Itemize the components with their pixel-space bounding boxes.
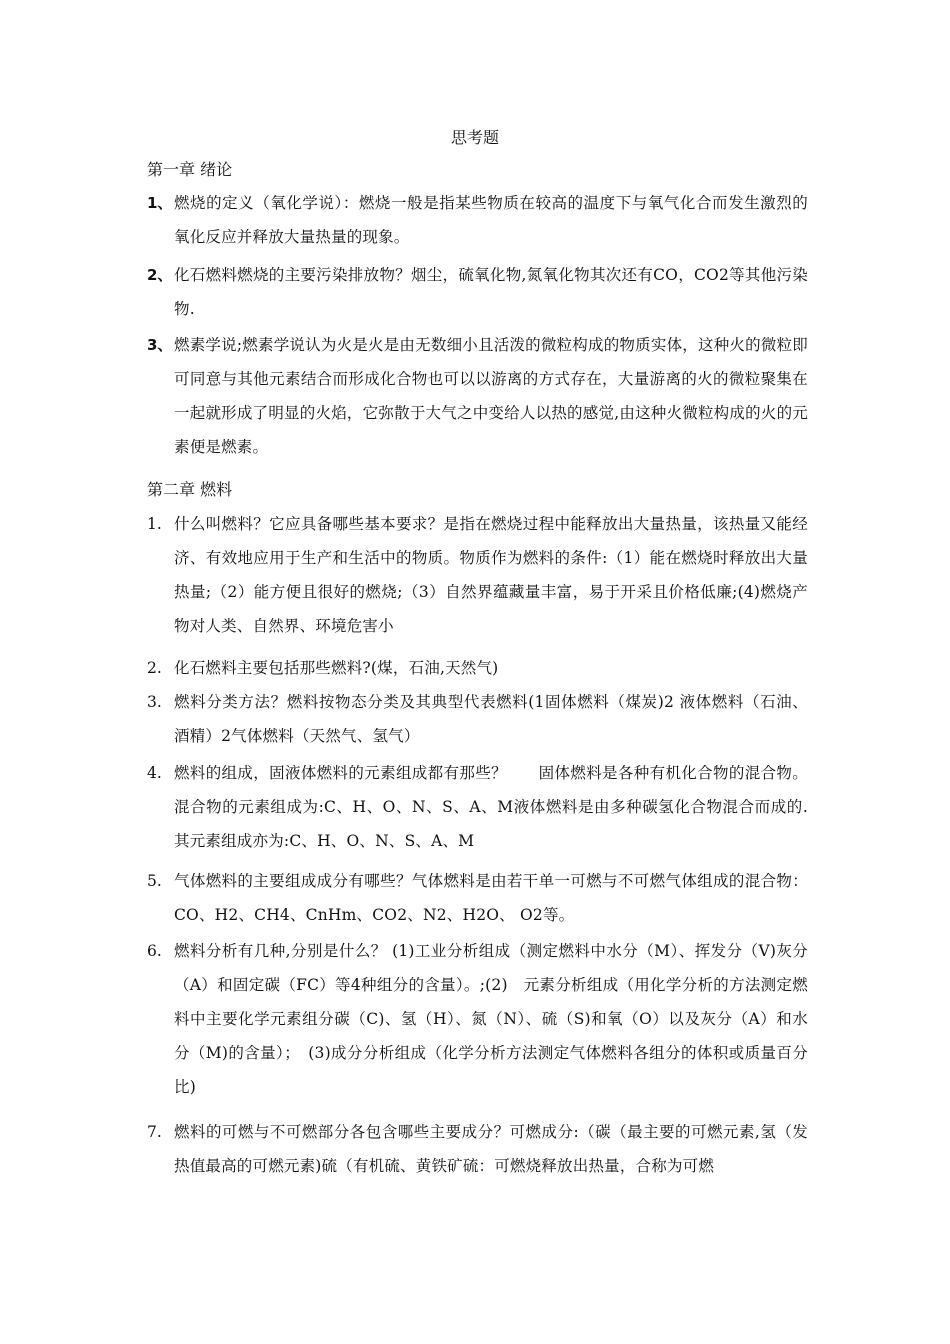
chapter-2-item-7 bbox=[147, 1115, 807, 1183]
chapter-1-item-3 bbox=[147, 328, 807, 468]
item-text: 燃料分类方法？燃料按物态分类及其典型代表燃料(1固体燃料（煤炭)2 液体燃料（石油、酒精）2气体燃料（天然气、氢气） bbox=[174, 693, 808, 745]
chapter-2-heading: 第二章 燃料 bbox=[147, 480, 233, 499]
item-text: 燃料的可燃与不可燃部分各包含哪些主要成分？可燃成分:（碳（最主要的可燃元素,氢（发热值最高的可燃元素)硫（有机硫、黄铁矿硫：可燃烧释放出热量，合称为可燃 bbox=[174, 1123, 808, 1175]
item-number: 7. bbox=[147, 1123, 162, 1141]
chapter-2-item-6 bbox=[147, 934, 807, 1110]
item-number: 1、 bbox=[147, 194, 173, 212]
item-text: 燃素学说;燃素学说认为火是火是由无数细小且活泼的微粒构成的物质实体，这种火的微粒即可同意与其他元素结合而形成化合物也可以以游离的方式存在，大量游离的火的微粒聚集在一起就形成了明显的火焰，它弥散于大气之中变给人以热的感觉,由这种火微粒构成的火的元素便是燃素。 bbox=[174, 336, 808, 456]
chapter-2-item-2 bbox=[147, 651, 807, 685]
item-number: 1. bbox=[147, 515, 162, 533]
item-text: 燃料分析有几种,分别是什么？ (1)工业分析组成（测定燃料中水分（M）、挥发分（V)灰分（A）和固定碳（FC）等4种组分的含量）。;(2) 元素分析组成（用化学分析的方法测定燃料中主要化学元素组分碳（C)、氢（H）、氮（N）、硫（S)和氧（O）以及灰分（A）和水分（M)的含量）； (3)成分分析组成（化学分析方法测定气体燃料各组分的体积或质量百分比) bbox=[174, 942, 808, 1096]
item-text: 气体燃料的主要组成成分有哪些？气体燃料是由若干单一可燃与不可燃气体组成的混合物：CO、H2、CH4、CnHm、CO2、N2、H2O、 O2等。 bbox=[174, 872, 808, 924]
item-number: 3、 bbox=[147, 336, 173, 354]
page-title: 思考题 bbox=[450, 128, 499, 147]
chapter-2-item-1 bbox=[147, 507, 807, 647]
item-text: 化石燃料主要包括那些燃料?(煤，石油,天然气) bbox=[174, 659, 499, 677]
item-number: 3. bbox=[147, 693, 162, 711]
item-number: 6. bbox=[147, 942, 162, 960]
item-number: 5. bbox=[147, 872, 162, 890]
chapter-1-item-1 bbox=[147, 186, 807, 254]
item-text: 什么叫燃料？它应具备哪些基本要求？是指在燃烧过程中能释放出大量热量，该热量又能经济、有效地应用于生产和生活中的物质。物质作为燃料的条件:（1）能在燃烧时释放出大量热量;（2）能方便且很好的燃烧;（3）自然界蕴藏量丰富，易于开采且价格低廉;(4)燃烧产物对人类、自然界、环境危害小 bbox=[174, 515, 808, 635]
chapter-2-item-5 bbox=[147, 864, 807, 932]
chapter-1-heading: 第一章 绪论 bbox=[147, 160, 233, 179]
item-number: 4. bbox=[147, 764, 162, 782]
chapter-2-item-3 bbox=[147, 685, 807, 753]
item-number: 2. bbox=[147, 659, 162, 677]
item-text: 燃烧的定义（氧化学说）：燃烧一般是指某些物质在较高的温度下与氧气化合而发生激烈的氧化反应并释放大量热量的现象。 bbox=[174, 194, 808, 246]
item-text: 化石燃料燃烧的主要污染排放物？烟尘，硫氧化物,氮氧化物其次还有CO，CO2等其他污染物. bbox=[174, 266, 808, 318]
chapter-2-item-4 bbox=[147, 756, 807, 860]
item-number: 2、 bbox=[147, 266, 173, 284]
item-text: 燃料的组成，固液体燃料的元素组成都有那些？ 固体燃料是各种有机化合物的混合物。混合物的元素组成为:C、H、O、N、S、A、M液体燃料是由多种碳氢化合物混合而成的. 其元素组成亦为:C、H、O、N、S、A、M bbox=[174, 764, 808, 850]
chapter-1-item-2 bbox=[147, 258, 807, 326]
